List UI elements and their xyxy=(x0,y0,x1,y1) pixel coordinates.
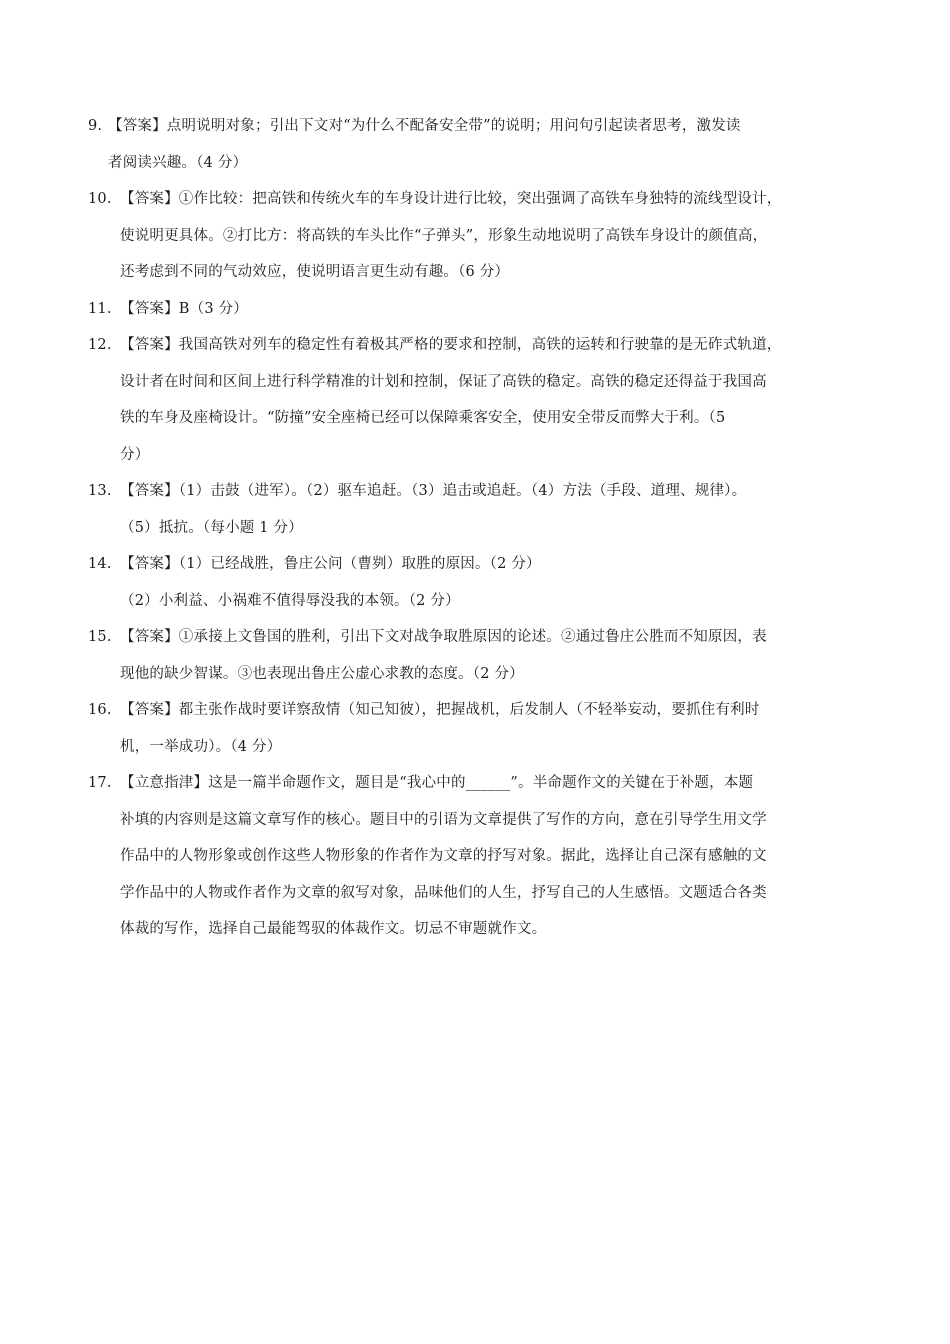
question-number: 13. xyxy=(88,483,112,499)
answer-line: 使说明更具体。②打比方：将高铁的车头比作“子弹头”，形象生动地说明了高铁车身设计的颜值高， xyxy=(120,227,768,244)
answer-list xyxy=(88,108,870,948)
answer-item-13 xyxy=(88,473,870,546)
answer-line: 补填的内容则是这篇文章写作的核心。题目中的引语为文章提供了写作的方向，意在引导学生用文学 xyxy=(120,811,767,828)
answer-line: 【答案】①作比较：把高铁和传统火车的车身设计进行比较，突出强调了高铁车身独特的流线型设计， xyxy=(120,191,782,207)
question-number: 17. xyxy=(88,775,112,791)
answer-line: 【答案】（1）已经战胜，鲁庄公问（曹刿）取胜的原因。（2 分） xyxy=(120,556,541,572)
answer-item-9 xyxy=(88,108,870,181)
answer-text xyxy=(88,692,870,765)
answer-line: 现他的缺少智谋。③也表现出鲁庄公虚心求教的态度。（2 分） xyxy=(120,665,524,682)
answer-line: 体裁的写作，选择自己最能驾驭的体裁作文。切忌不审题就作文。 xyxy=(120,921,547,937)
answer-line: 【答案】我国高铁对列车的稳定性有着极其严格的要求和控制，高铁的运转和行驶靠的是无砟式轨道， xyxy=(120,337,782,353)
answer-item-12 xyxy=(88,327,870,473)
answer-line: 铁的车身及座椅设计。“防撞”安全座椅已经可以保障乘客安全，使用安全带反而弊大于利。（5 xyxy=(120,410,726,426)
answer-line: 【答案】都主张作战时要详察敌情（知己知彼），把握战机，后发制人（不轻举妄动，要抓住有利时 xyxy=(120,702,760,718)
answer-line: 【答案】（1）击鼓（进军）。（2）驱车追赶。（3）追击或追赶。（4）方法（手段、道理、规律）。 xyxy=(120,483,747,499)
answer-line: 作品中的人物形象或创作这些人物形象的作者作为文章的抒写对象。据此，选择让自己深有感触的文 xyxy=(120,848,767,864)
answer-text xyxy=(88,181,870,291)
answer-text xyxy=(88,619,870,692)
answer-text xyxy=(88,473,870,546)
question-number: 12. xyxy=(88,337,112,353)
answer-text xyxy=(88,327,870,473)
answer-text xyxy=(88,108,870,181)
question-number: 10. xyxy=(88,191,112,207)
answer-line: 机，一举成功）。（4 分） xyxy=(120,738,282,755)
answer-line: 还考虑到不同的气动效应，使说明语言更生动有趣。（6 分） xyxy=(120,264,510,280)
answer-line: 分） xyxy=(120,446,150,463)
question-number: 11. xyxy=(88,300,112,317)
answer-line: （2）小利益、小祸难不值得辱没我的本领。（2 分） xyxy=(120,592,460,609)
answer-line: 学作品中的人物或作者作为文章的叙写对象，品味他们的人生，抒写自己的人生感悟。文题适合各类 xyxy=(120,884,767,901)
question-number: 14. xyxy=(88,556,112,572)
answer-line: 【答案】①承接上文鲁国的胜利，引出下文对战争取胜原因的论述。②通过鲁庄公胜而不知原因，表 xyxy=(120,629,767,645)
question-number: 9. xyxy=(88,118,103,134)
answer-text xyxy=(88,546,870,619)
answer-item-15 xyxy=(88,619,870,692)
answer-line: 【答案】B（3 分） xyxy=(120,300,248,317)
answer-item-17 xyxy=(88,765,870,948)
question-number: 15. xyxy=(88,629,112,645)
answer-item-16 xyxy=(88,692,870,765)
answer-line: 【答案】点明说明对象；引出下文对“为什么不配备安全带”的说明；用问句引起读者思考，激发读 xyxy=(108,118,741,134)
question-number: 16. xyxy=(88,702,112,718)
answer-line: （5）抵抗。（每小题 1 分） xyxy=(120,519,303,536)
answer-line: 者阅读兴趣。（4 分） xyxy=(108,154,248,171)
answer-line: 【立意指津】这是一篇半命题作文，题目是“我心中的______”。半命题作文的关键在于补题，本题 xyxy=(120,775,754,791)
answer-item-11 xyxy=(88,291,870,328)
answer-line: 设计者在时间和区间上进行科学精准的计划和控制，保证了高铁的稳定。高铁的稳定还得益于我国高 xyxy=(120,373,767,390)
answer-item-14 xyxy=(88,546,870,619)
answer-text xyxy=(88,765,870,948)
answer-text xyxy=(88,291,870,328)
answer-item-10 xyxy=(88,181,870,291)
